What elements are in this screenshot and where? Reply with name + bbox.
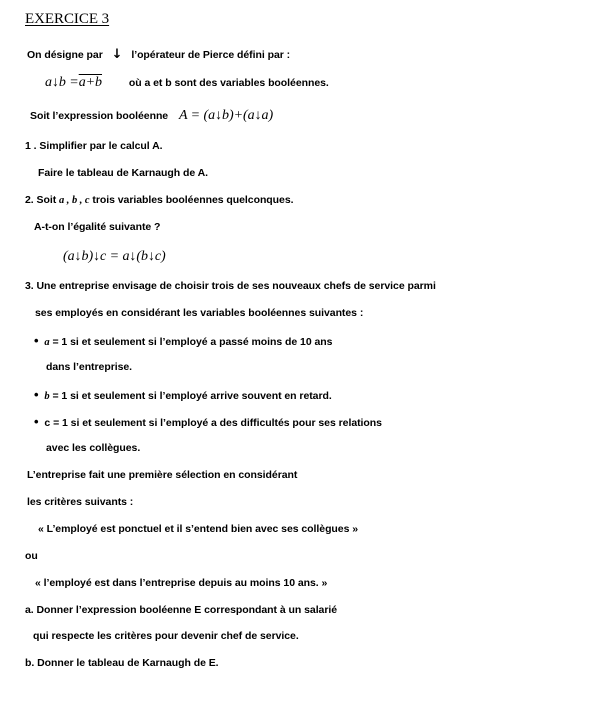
criterion-1: « L’employé est ponctuel et il s’entend bien avec ses collègues » [38, 523, 359, 535]
question-2-ask: A-t-on l’égalité suivante ? [34, 221, 161, 233]
bullet-a-continuation: dans l’entreprise. [46, 361, 133, 373]
question-3-line-2: ses employés en considérant les variables booléennes suivantes : [35, 307, 364, 319]
expression-line [30, 108, 273, 124]
expression-formula: A = (a↓b)+(a↓a) [178, 108, 274, 123]
bullet-c [34, 415, 382, 430]
bullet-icon: • [34, 414, 39, 429]
bullet-b-var: b [44, 391, 50, 402]
question-2-pre: 2. Soit [25, 194, 57, 206]
intro-prefix: On désigne par [27, 49, 103, 61]
question-3b: b. Donner le tableau de Karnaugh de E. [25, 657, 219, 669]
intro-suffix: l’opérateur de Pierce défini par : [131, 49, 291, 61]
bullet-c-var: c [44, 417, 51, 429]
bullet-icon: • [34, 387, 39, 402]
question-3-line-1: 3. Une entreprise envisage de choisir trois de ses nouveaux chefs de service parmi [25, 280, 436, 292]
bullet-a-var: a [44, 337, 50, 348]
bullet-c-text: = 1 si et seulement si l’employé a des difficultés pour ses relations [53, 417, 382, 429]
bullet-icon: • [34, 333, 39, 348]
definition-lhs: a↓b = [45, 75, 79, 90]
pierce-arrow-icon: ↓ [111, 47, 123, 62]
question-3a-line-2: qui respecte les critères pour devenir chef de service. [33, 630, 299, 642]
bullet-c-continuation: avec les collègues. [46, 442, 141, 454]
question-1-karnaugh: Faire le tableau de Karnaugh de A. [38, 167, 209, 179]
bullet-a [34, 334, 332, 349]
question-2-vars: a , b , c [59, 195, 90, 206]
question-3a-line-1: a. Donner l’expression booléenne E correspondant à un salarié [25, 604, 338, 616]
definition-note: où a et b sont des variables booléennes. [128, 77, 329, 89]
selection-line-1: L’entreprise fait une première sélection en considérant [27, 469, 298, 481]
definition-rhs: a+b [78, 75, 103, 90]
question-1: 1 . Simplifier par le calcul A. [25, 140, 163, 152]
or-connector: ou [25, 550, 38, 562]
question-2-post: trois variables booléennes quelconques. [92, 194, 294, 206]
bullet-b-text: = 1 si et seulement si l’employé arrive souvent en retard. [52, 390, 332, 402]
bullet-a-text: = 1 si et seulement si l’employé a passé moins de 10 ans [52, 336, 333, 348]
intro-line [27, 48, 290, 62]
exercise-title: EXERCICE 3 [25, 11, 110, 27]
selection-line-2: les critères suivants : [27, 496, 134, 508]
question-2 [25, 194, 293, 207]
question-2-formula: (a↓b)↓c = a↓(b↓c) [63, 249, 166, 264]
expression-label: Soit l’expression booléenne [30, 110, 169, 122]
bullet-b [34, 388, 332, 403]
criterion-2: « l’employé est dans l’entreprise depuis au moins 10 ans. » [35, 577, 328, 589]
definition-line [45, 75, 329, 91]
